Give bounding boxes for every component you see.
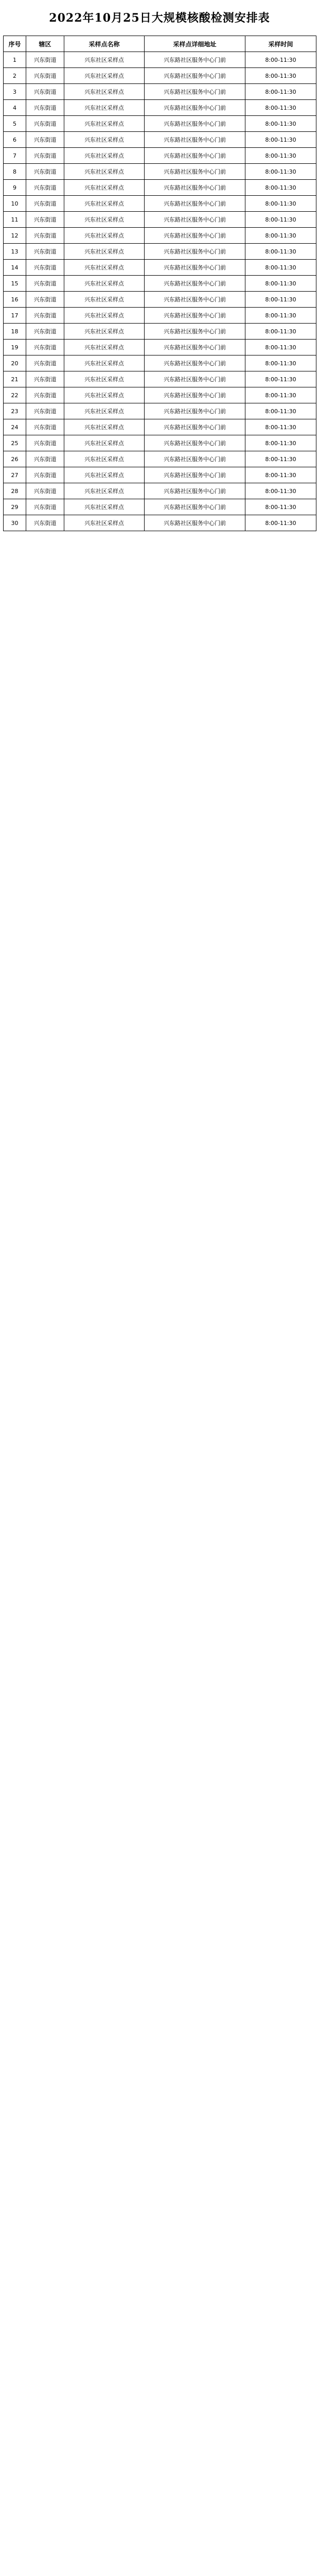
cell-index: 8 xyxy=(4,164,26,180)
cell-district: 兴东街道 xyxy=(26,116,64,132)
cell-sampling-time: 8:00-11:30 xyxy=(245,483,316,499)
cell-site-address: 兴东路社区服务中心门前 xyxy=(145,132,245,148)
cell-index: 17 xyxy=(4,308,26,324)
cell-site-name: 兴东社区采样点 xyxy=(64,387,145,403)
cell-sampling-time: 8:00-11:30 xyxy=(245,228,316,244)
table-row xyxy=(4,260,316,276)
cell-site-name: 兴东社区采样点 xyxy=(64,451,145,467)
table-row xyxy=(4,324,316,340)
table-body xyxy=(4,52,316,531)
cell-district: 兴东街道 xyxy=(26,68,64,84)
table-row xyxy=(4,180,316,196)
table-row xyxy=(4,483,316,499)
table-row xyxy=(4,196,316,212)
table-row xyxy=(4,467,316,483)
cell-district: 兴东街道 xyxy=(26,308,64,324)
cell-index: 16 xyxy=(4,292,26,308)
header-district: 辖区 xyxy=(26,36,64,52)
cell-district: 兴东街道 xyxy=(26,180,64,196)
cell-site-name: 兴东社区采样点 xyxy=(64,196,145,212)
cell-site-address: 兴东路社区服务中心门前 xyxy=(145,100,245,116)
cell-index: 11 xyxy=(4,212,26,228)
cell-index: 30 xyxy=(4,515,26,531)
cell-index: 21 xyxy=(4,371,26,387)
table-row xyxy=(4,100,316,116)
cell-index: 22 xyxy=(4,387,26,403)
cell-sampling-time: 8:00-11:30 xyxy=(245,100,316,116)
cell-sampling-time: 8:00-11:30 xyxy=(245,499,316,515)
cell-sampling-time: 8:00-11:30 xyxy=(245,148,316,164)
cell-sampling-time: 8:00-11:30 xyxy=(245,276,316,292)
cell-sampling-time: 8:00-11:30 xyxy=(245,260,316,276)
table-row xyxy=(4,116,316,132)
cell-sampling-time: 8:00-11:30 xyxy=(245,68,316,84)
cell-site-name: 兴东社区采样点 xyxy=(64,419,145,435)
cell-sampling-time: 8:00-11:30 xyxy=(245,467,316,483)
table-header-row xyxy=(4,36,316,52)
table-row xyxy=(4,308,316,324)
cell-site-name: 兴东社区采样点 xyxy=(64,180,145,196)
table-row xyxy=(4,164,316,180)
cell-district: 兴东街道 xyxy=(26,52,64,68)
cell-site-address: 兴东路社区服务中心门前 xyxy=(145,180,245,196)
cell-index: 3 xyxy=(4,84,26,100)
cell-index: 2 xyxy=(4,68,26,84)
cell-site-address: 兴东路社区服务中心门前 xyxy=(145,164,245,180)
cell-site-name: 兴东社区采样点 xyxy=(64,260,145,276)
cell-index: 25 xyxy=(4,435,26,451)
cell-sampling-time: 8:00-11:30 xyxy=(245,355,316,371)
cell-district: 兴东街道 xyxy=(26,340,64,355)
cell-site-name: 兴东社区采样点 xyxy=(64,148,145,164)
cell-index: 29 xyxy=(4,499,26,515)
cell-site-name: 兴东社区采样点 xyxy=(64,483,145,499)
table-row xyxy=(4,244,316,260)
cell-district: 兴东街道 xyxy=(26,100,64,116)
cell-site-address: 兴东路社区服务中心门前 xyxy=(145,308,245,324)
cell-index: 19 xyxy=(4,340,26,355)
cell-site-name: 兴东社区采样点 xyxy=(64,68,145,84)
header-site-address: 采样点详细地址 xyxy=(145,36,245,52)
document-page xyxy=(0,0,319,541)
cell-site-name: 兴东社区采样点 xyxy=(64,340,145,355)
cell-index: 14 xyxy=(4,260,26,276)
table-row xyxy=(4,68,316,84)
cell-sampling-time: 8:00-11:30 xyxy=(245,132,316,148)
table-row xyxy=(4,371,316,387)
cell-site-address: 兴东路社区服务中心门前 xyxy=(145,68,245,84)
cell-sampling-time: 8:00-11:30 xyxy=(245,180,316,196)
cell-index: 26 xyxy=(4,451,26,467)
cell-index: 9 xyxy=(4,180,26,196)
cell-site-name: 兴东社区采样点 xyxy=(64,116,145,132)
cell-district: 兴东街道 xyxy=(26,276,64,292)
cell-sampling-time: 8:00-11:30 xyxy=(245,515,316,531)
cell-site-name: 兴东社区采样点 xyxy=(64,100,145,116)
table-row xyxy=(4,148,316,164)
cell-sampling-time: 8:00-11:30 xyxy=(245,292,316,308)
cell-index: 6 xyxy=(4,132,26,148)
table-row xyxy=(4,435,316,451)
cell-index: 15 xyxy=(4,276,26,292)
cell-index: 10 xyxy=(4,196,26,212)
cell-index: 7 xyxy=(4,148,26,164)
cell-district: 兴东街道 xyxy=(26,371,64,387)
cell-sampling-time: 8:00-11:30 xyxy=(245,196,316,212)
table-row xyxy=(4,403,316,419)
cell-site-name: 兴东社区采样点 xyxy=(64,276,145,292)
cell-site-address: 兴东路社区服务中心门前 xyxy=(145,515,245,531)
table-row xyxy=(4,52,316,68)
table-row xyxy=(4,276,316,292)
cell-sampling-time: 8:00-11:30 xyxy=(245,116,316,132)
cell-district: 兴东街道 xyxy=(26,355,64,371)
cell-site-name: 兴东社区采样点 xyxy=(64,435,145,451)
cell-sampling-time: 8:00-11:30 xyxy=(245,324,316,340)
cell-district: 兴东街道 xyxy=(26,164,64,180)
cell-site-name: 兴东社区采样点 xyxy=(64,52,145,68)
cell-site-address: 兴东路社区服务中心门前 xyxy=(145,499,245,515)
cell-index: 12 xyxy=(4,228,26,244)
cell-site-address: 兴东路社区服务中心门前 xyxy=(145,451,245,467)
cell-district: 兴东街道 xyxy=(26,244,64,260)
cell-district: 兴东街道 xyxy=(26,292,64,308)
cell-index: 20 xyxy=(4,355,26,371)
cell-site-name: 兴东社区采样点 xyxy=(64,212,145,228)
table-row xyxy=(4,499,316,515)
cell-district: 兴东街道 xyxy=(26,228,64,244)
cell-district: 兴东街道 xyxy=(26,212,64,228)
cell-site-address: 兴东路社区服务中心门前 xyxy=(145,84,245,100)
cell-sampling-time: 8:00-11:30 xyxy=(245,387,316,403)
header-site-name: 采样点名称 xyxy=(64,36,145,52)
cell-index: 23 xyxy=(4,403,26,419)
cell-district: 兴东街道 xyxy=(26,515,64,531)
cell-site-name: 兴东社区采样点 xyxy=(64,228,145,244)
header-sampling-time: 采样时间 xyxy=(245,36,316,52)
cell-sampling-time: 8:00-11:30 xyxy=(245,371,316,387)
cell-sampling-time: 8:00-11:30 xyxy=(245,340,316,355)
header-index: 序号 xyxy=(4,36,26,52)
cell-site-name: 兴东社区采样点 xyxy=(64,292,145,308)
cell-site-address: 兴东路社区服务中心门前 xyxy=(145,116,245,132)
cell-site-address: 兴东路社区服务中心门前 xyxy=(145,403,245,419)
cell-site-name: 兴东社区采样点 xyxy=(64,132,145,148)
cell-index: 27 xyxy=(4,467,26,483)
table-row xyxy=(4,132,316,148)
cell-site-address: 兴东路社区服务中心门前 xyxy=(145,196,245,212)
cell-index: 28 xyxy=(4,483,26,499)
cell-site-address: 兴东路社区服务中心门前 xyxy=(145,212,245,228)
cell-sampling-time: 8:00-11:30 xyxy=(245,212,316,228)
table-row xyxy=(4,387,316,403)
table-row xyxy=(4,355,316,371)
cell-district: 兴东街道 xyxy=(26,403,64,419)
cell-site-address: 兴东路社区服务中心门前 xyxy=(145,52,245,68)
cell-district: 兴东街道 xyxy=(26,467,64,483)
cell-district: 兴东街道 xyxy=(26,324,64,340)
page-title: 2022年10月25日大规模核酸检测安排表 xyxy=(49,11,270,25)
cell-district: 兴东街道 xyxy=(26,132,64,148)
cell-sampling-time: 8:00-11:30 xyxy=(245,244,316,260)
cell-site-name: 兴东社区采样点 xyxy=(64,355,145,371)
table-row xyxy=(4,292,316,308)
cell-site-name: 兴东社区采样点 xyxy=(64,499,145,515)
cell-site-name: 兴东社区采样点 xyxy=(64,164,145,180)
cell-site-address: 兴东路社区服务中心门前 xyxy=(145,483,245,499)
cell-district: 兴东街道 xyxy=(26,84,64,100)
table-row xyxy=(4,515,316,531)
cell-sampling-time: 8:00-11:30 xyxy=(245,435,316,451)
cell-sampling-time: 8:00-11:30 xyxy=(245,164,316,180)
cell-site-address: 兴东路社区服务中心门前 xyxy=(145,467,245,483)
cell-site-name: 兴东社区采样点 xyxy=(64,324,145,340)
cell-site-address: 兴东路社区服务中心门前 xyxy=(145,228,245,244)
cell-district: 兴东街道 xyxy=(26,387,64,403)
table-row xyxy=(4,212,316,228)
table-row xyxy=(4,451,316,467)
schedule-table xyxy=(3,36,316,531)
cell-sampling-time: 8:00-11:30 xyxy=(245,84,316,100)
cell-index: 13 xyxy=(4,244,26,260)
cell-site-name: 兴东社区采样点 xyxy=(64,515,145,531)
cell-district: 兴东街道 xyxy=(26,196,64,212)
cell-site-name: 兴东社区采样点 xyxy=(64,371,145,387)
cell-site-address: 兴东路社区服务中心门前 xyxy=(145,148,245,164)
cell-index: 4 xyxy=(4,100,26,116)
cell-sampling-time: 8:00-11:30 xyxy=(245,52,316,68)
cell-district: 兴东街道 xyxy=(26,435,64,451)
cell-site-address: 兴东路社区服务中心门前 xyxy=(145,260,245,276)
cell-index: 1 xyxy=(4,52,26,68)
cell-index: 18 xyxy=(4,324,26,340)
cell-site-address: 兴东路社区服务中心门前 xyxy=(145,355,245,371)
cell-sampling-time: 8:00-11:30 xyxy=(245,451,316,467)
cell-site-address: 兴东路社区服务中心门前 xyxy=(145,292,245,308)
cell-sampling-time: 8:00-11:30 xyxy=(245,403,316,419)
cell-district: 兴东街道 xyxy=(26,483,64,499)
cell-site-address: 兴东路社区服务中心门前 xyxy=(145,371,245,387)
cell-district: 兴东街道 xyxy=(26,260,64,276)
cell-site-name: 兴东社区采样点 xyxy=(64,308,145,324)
cell-sampling-time: 8:00-11:30 xyxy=(245,419,316,435)
cell-district: 兴东街道 xyxy=(26,499,64,515)
cell-site-address: 兴东路社区服务中心门前 xyxy=(145,419,245,435)
cell-site-address: 兴东路社区服务中心门前 xyxy=(145,340,245,355)
cell-sampling-time: 8:00-11:30 xyxy=(245,308,316,324)
cell-site-name: 兴东社区采样点 xyxy=(64,244,145,260)
cell-site-name: 兴东社区采样点 xyxy=(64,467,145,483)
cell-site-address: 兴东路社区服务中心门前 xyxy=(145,276,245,292)
cell-site-address: 兴东路社区服务中心门前 xyxy=(145,387,245,403)
cell-site-address: 兴东路社区服务中心门前 xyxy=(145,324,245,340)
cell-district: 兴东街道 xyxy=(26,148,64,164)
cell-site-address: 兴东路社区服务中心门前 xyxy=(145,244,245,260)
cell-index: 5 xyxy=(4,116,26,132)
cell-site-address: 兴东路社区服务中心门前 xyxy=(145,435,245,451)
table-row xyxy=(4,340,316,355)
cell-district: 兴东街道 xyxy=(26,451,64,467)
cell-site-name: 兴东社区采样点 xyxy=(64,84,145,100)
cell-index: 24 xyxy=(4,419,26,435)
table-row xyxy=(4,84,316,100)
table-row xyxy=(4,419,316,435)
table-row xyxy=(4,228,316,244)
cell-district: 兴东街道 xyxy=(26,419,64,435)
cell-site-name: 兴东社区采样点 xyxy=(64,403,145,419)
